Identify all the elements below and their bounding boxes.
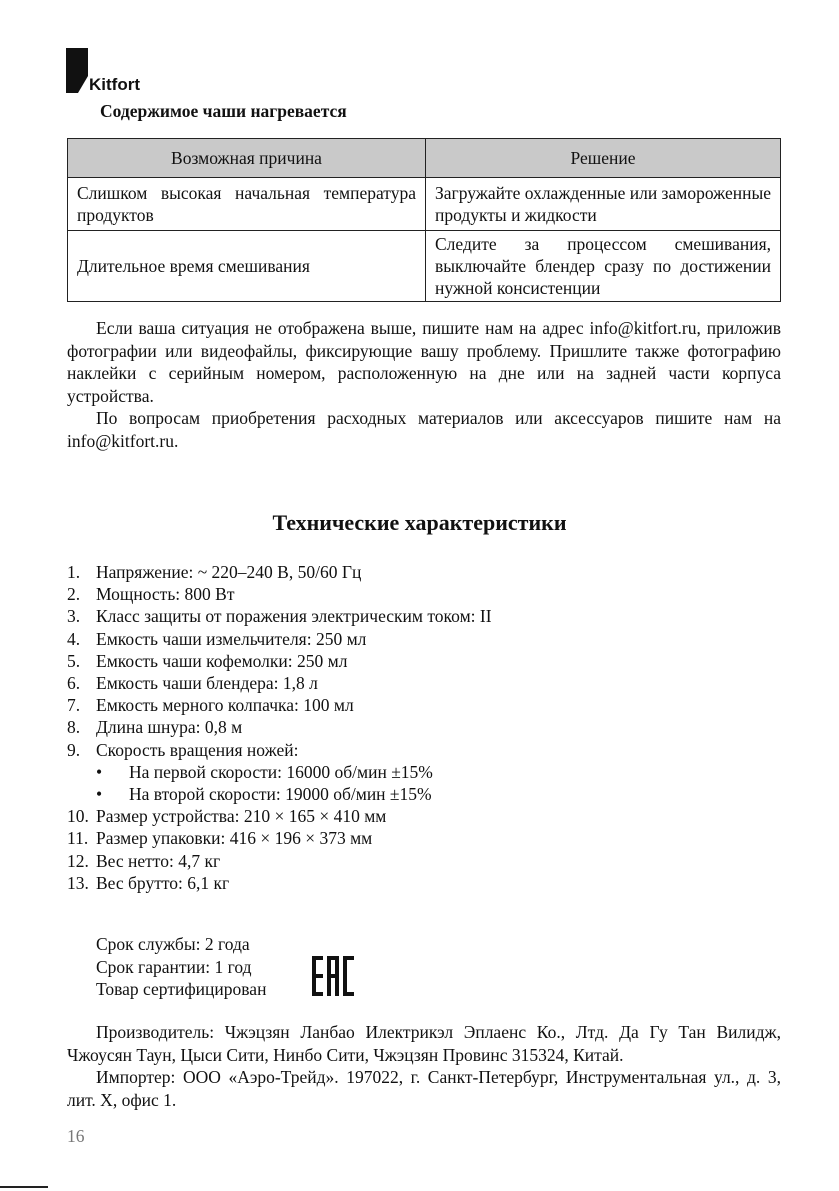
manufacturer-text: Производитель: Чжэцзян Ланбао Илектрикэл Эплаенс Ко., Лтд. Да Гу Тан Вилидж, Чжоусян Таун, Цыси Сити, Нинбо Сити, Чжэцзян Провинс 315324, Китай. bbox=[67, 1022, 781, 1065]
kitfort-logo-icon bbox=[66, 48, 88, 93]
list-item: 12. Вес нетто: 4,7 кг bbox=[67, 850, 221, 871]
header-cause: Возможная причина bbox=[68, 139, 426, 178]
table-row bbox=[68, 231, 781, 302]
cell-solution: Загружайте охлажденные или замороженные продукты и жидкости bbox=[426, 178, 781, 231]
consumables-text: По вопросам приобретения расходных материалов или аксессуаров пишите нам на info@kitfort.ru. bbox=[67, 408, 781, 451]
cell-solution: Следите за процессом смешивания, выключайте блендер сразу по достижении нужной консистенции bbox=[426, 231, 781, 302]
tech-specs-list bbox=[67, 561, 781, 894]
warranty-period: Срок гарантии: 1 год bbox=[96, 956, 252, 977]
list-item: 10. Размер устройства: 210 × 165 × 410 мм bbox=[67, 806, 387, 827]
cell-cause: Слишком высокая начальная температура продуктов bbox=[68, 178, 426, 231]
importer-text: Импортер: ООО «Аэро-Трейд». 197022, г. Санкт-Петербург, Инструментальная ул., д. 3, лит. Х, офис 1. bbox=[67, 1067, 781, 1110]
list-item: 13. Вес брутто: 6,1 кг bbox=[67, 872, 230, 893]
manufacturer-paragraph bbox=[67, 1021, 781, 1066]
list-item: 6. Емкость чаши блендера: 1,8 л bbox=[67, 673, 318, 694]
list-item: 3. Класс защиты от поражения электрическим током: II bbox=[67, 606, 492, 627]
service-info bbox=[96, 933, 266, 1001]
speed-item: • На второй скорости: 19000 об/мин ±15% bbox=[96, 784, 432, 805]
certification-note: Товар сертифицирован bbox=[96, 979, 267, 999]
page-number: 16 bbox=[67, 1126, 85, 1146]
table-row bbox=[68, 178, 781, 231]
section-title: Содержимое чаши нагревается bbox=[100, 101, 347, 121]
list-item: 11. Размер упаковки: 416 × 196 × 373 мм bbox=[67, 828, 373, 849]
brand-name: Kitfort bbox=[89, 75, 140, 94]
troubleshooting-table bbox=[67, 138, 781, 302]
list-item: 2. Мощность: 800 Вт bbox=[67, 584, 235, 605]
header-solution: Решение bbox=[426, 139, 781, 178]
contact-text: Если ваша ситуация не отображена выше, пишите нам на адрес info@kitfort.ru, приложив фотографии или видеофайлы, фиксирующие вашу проблему. Пришлите также фотографию наклейки с серийным номером, расположенную на дне или на задней части корпуса устройства. bbox=[67, 318, 781, 406]
list-item: 8. Длина шнура: 0,8 м bbox=[67, 717, 243, 738]
contact-paragraph bbox=[67, 317, 781, 407]
eac-mark-icon bbox=[312, 956, 354, 996]
list-item: 1. Напряжение: ~ 220–240 В, 50/60 Гц bbox=[67, 562, 362, 582]
list-item: 5. Емкость чаши кофемолки: 250 мл bbox=[67, 650, 348, 671]
speed-item: • На первой скорости: 16000 об/мин ±15% bbox=[96, 761, 433, 782]
brand-logo bbox=[66, 48, 140, 93]
list-item: 4. Емкость чаши измельчителя: 250 мл bbox=[67, 628, 367, 649]
table-header-row bbox=[68, 139, 781, 178]
list-item: 7. Емкость мерного колпачка: 100 мл bbox=[67, 695, 354, 716]
consumables-paragraph bbox=[67, 407, 781, 452]
importer-paragraph bbox=[67, 1066, 781, 1111]
bottom-rule bbox=[0, 1186, 48, 1188]
service-life: Срок службы: 2 года bbox=[96, 934, 250, 954]
list-item: 9. Скорость вращения ножей: bbox=[67, 739, 299, 760]
cell-cause: Длительное время смешивания bbox=[68, 231, 426, 302]
tech-specs-title: Технические характеристики bbox=[272, 510, 567, 535]
